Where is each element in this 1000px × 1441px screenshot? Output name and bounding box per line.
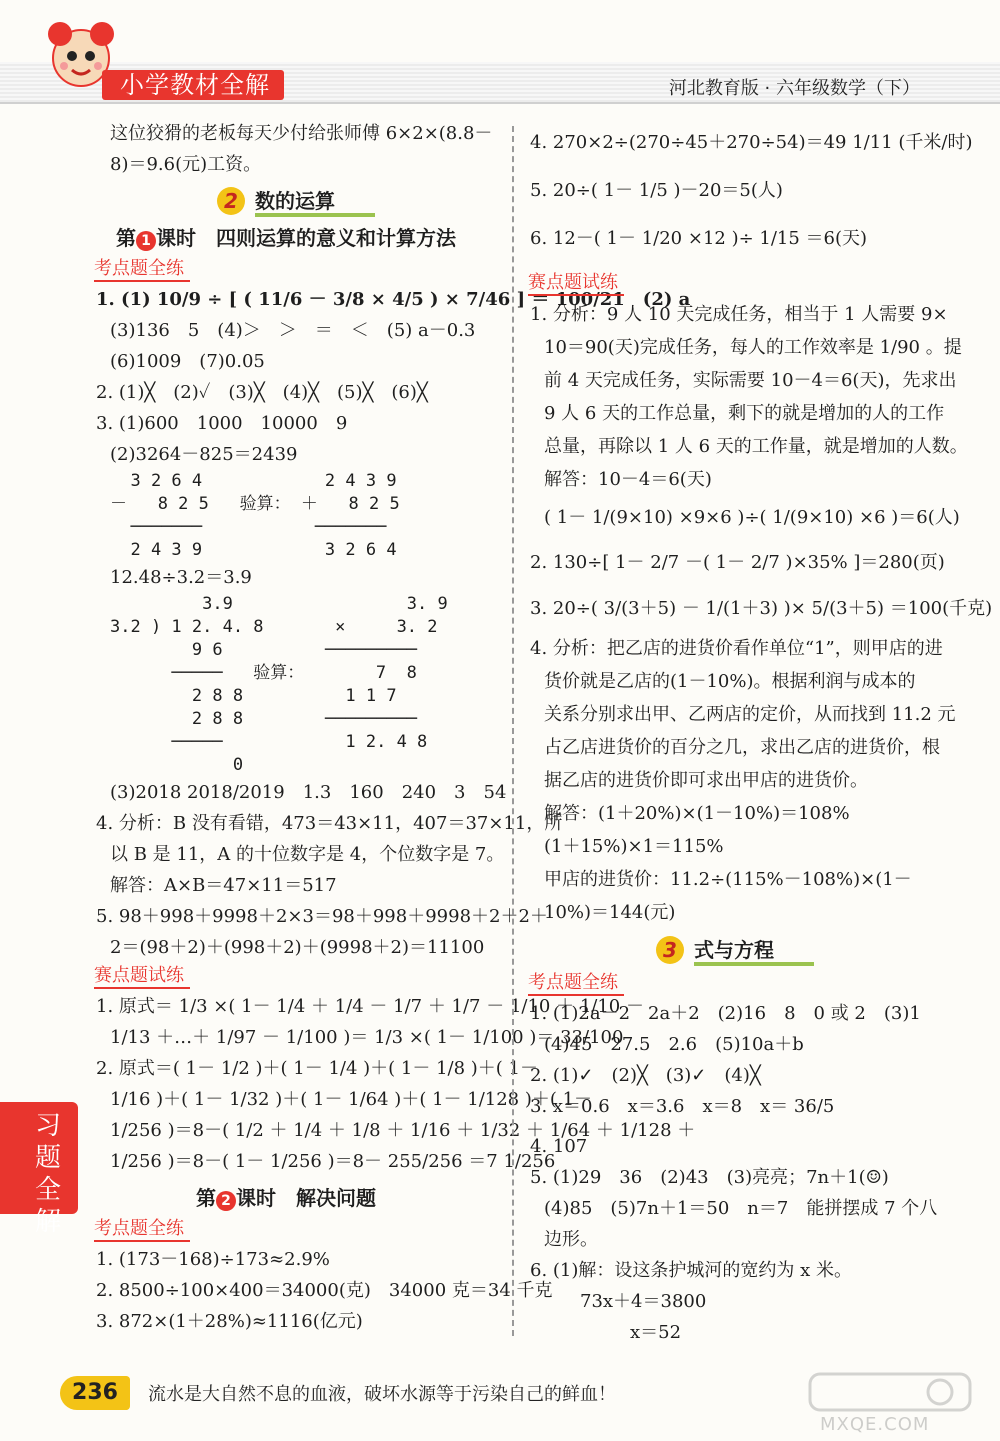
calc-row: 2 4 3 9 3 2 6 4 bbox=[110, 540, 397, 560]
calc-row: 9 6 ───────── bbox=[110, 640, 418, 660]
answer-line: 2. (1)╳ (2)✓ (3)╳ (4)╳ (5)╳ (6)╳ bbox=[96, 382, 428, 403]
side-tab-label: 习题全解 bbox=[34, 1111, 61, 1237]
intro-line: 8)＝9.6(元)工资。 bbox=[110, 154, 262, 175]
answer-line: 解答：A×B＝47×11＝517 bbox=[110, 875, 337, 896]
answer-line: 2. 130÷[ 1－ 2/7 －( 1－ 2/7 )×35% ]＝280(页) bbox=[530, 552, 945, 573]
column-divider bbox=[512, 126, 514, 1336]
answer-line: 1. 分析：9 人 10 天完成任务，相当于 1 人需要 9× bbox=[530, 304, 948, 325]
answer-line: 2. 原式＝( 1－ 1/2 )＋( 1－ 1/4 )＋( 1－ 1/8 )＋( 1－ bbox=[96, 1058, 538, 1079]
practice-tag: 赛点题试练 bbox=[94, 965, 190, 989]
answer-line: 1/16 )＋( 1－ 1/32 )＋( 1－ 1/64 )＋( 1－ 1/128 )＋( 1－ bbox=[110, 1089, 593, 1110]
answer-line: 总量，再除以 1 人 6 天的工作量，就是增加的人数。 bbox=[544, 436, 968, 457]
section-title: 式与方程 bbox=[694, 938, 814, 966]
lesson-prefix: 第 bbox=[196, 1186, 216, 1210]
answer-line: (4)85 (5)7n＋1＝50 n＝7 能拼摆成 7 个八 bbox=[544, 1198, 938, 1219]
answer-line: 解答：10－4＝6(天) bbox=[544, 469, 712, 490]
page-footer bbox=[0, 1360, 1000, 1441]
answer-line: 1. (173－168)÷173≈2.9% bbox=[96, 1249, 330, 1270]
answer-line: 以 B 是 11，A 的十位数字是 4，个位数字是 7。 bbox=[110, 844, 505, 865]
side-tab bbox=[0, 1102, 78, 1237]
answer-line: 据乙店的进货价即可求出甲店的进货价。 bbox=[544, 770, 868, 791]
watermark-text: MXQE.COM bbox=[820, 1414, 930, 1435]
right-column bbox=[528, 126, 993, 1348]
section-title: 数的运算 bbox=[255, 189, 375, 217]
answer-line: 9 人 6 天的工作总量，剩下的就是增加的人的工作 bbox=[544, 403, 945, 424]
lesson-number: 1 bbox=[136, 231, 156, 251]
answer-line: 2＝(98＋2)＋(998＋2)＋(9998＋2)＝11100 bbox=[110, 937, 485, 958]
section-number: 3 bbox=[656, 936, 684, 964]
answer-line: 3. x＝0.6 x＝3.6 x＝8 x＝ 36/5 bbox=[530, 1096, 835, 1117]
edition-label: 河北教育版 · 六年级数学（下） bbox=[668, 78, 920, 99]
calc-row: ───── 验算： 7 8 bbox=[110, 663, 417, 683]
answer-line: (4)45 27.5 2.6 (5)10a＋b bbox=[544, 1034, 804, 1055]
answer-line: 1/256 )＝8－( 1－ 1/256 )＝8－ 255/256 ＝7 1/256 bbox=[110, 1151, 556, 1172]
answer-line: 1. 原式＝ 1/3 ×( 1－ 1/4 ＋ 1/4 － 1/7 ＋ 1/7 － 1/10 ＋ 1/10 － bbox=[96, 996, 644, 1017]
practice-tag: 赛点题试练 bbox=[528, 272, 624, 296]
page-header bbox=[0, 0, 1000, 110]
calc-row: 0 bbox=[110, 755, 244, 775]
answer-line: 73x＋4＝3800 bbox=[580, 1291, 707, 1312]
lesson-prefix: 第 bbox=[116, 226, 136, 250]
answer-line: 5. (1)29 36 (2)43 (3)亮亮；7n＋1(☺) bbox=[530, 1167, 889, 1188]
answer-line: 占乙店进货价的百分之几，求出乙店的进货价，根 bbox=[544, 737, 940, 758]
watermark-icon bbox=[790, 1370, 990, 1414]
lesson-heading bbox=[196, 1183, 496, 1214]
answer-line: 关系分别求出甲、乙两店的定价，从而找到 11.2 元 bbox=[544, 704, 956, 725]
answer-line: 甲店的进货价：11.2÷(115%－108%)×(1－ bbox=[544, 869, 912, 890]
page-number: 236 bbox=[72, 1380, 118, 1405]
page-number-badge bbox=[60, 1376, 130, 1410]
answer-line: 货价就是乙店的(1－10%)。根据利润与成本的 bbox=[544, 671, 916, 692]
answer-line: 1. (1)2a－2 2a＋2 (2)16 8 0 或 2 (3)1 bbox=[530, 1003, 921, 1024]
answer-line: 3. 872×(1＋28%)≈1116(亿元) bbox=[96, 1311, 363, 1332]
answer-line: (3)2018 2018/2019 1.3 160 240 3 54 bbox=[110, 782, 507, 803]
calc-row: 3.9 3. 9 bbox=[110, 594, 448, 614]
calc-row: ───── 1 2. 4 8 bbox=[110, 732, 428, 752]
answer-line: 1/256 )＝8－( 1/2 ＋ 1/4 ＋ 1/8 ＋ 1/16 ＋ 1/32 ＋ 1/64 ＋ 1/128 ＋ bbox=[110, 1120, 696, 1141]
long-division bbox=[96, 593, 496, 777]
answer-line: 6. (1)解：设这条护城河的宽约为 x 米。 bbox=[530, 1260, 852, 1281]
practice-tag: 考点题全练 bbox=[94, 258, 190, 282]
calc-row: 3 2 6 4 2 4 3 9 bbox=[110, 471, 397, 491]
calc-row: 2 8 8 ───────── bbox=[110, 709, 418, 729]
answer-line: 边形。 bbox=[544, 1229, 598, 1250]
answer-line: 5. 20÷( 1－ 1/5 )－20＝5(人) bbox=[530, 180, 783, 201]
answer-line: 10＝90(天)完成任务，每人的工作效率是 1/90 。提 bbox=[544, 337, 962, 358]
answer-line: 10%)＝144(元) bbox=[544, 902, 676, 923]
answer-line: 4. 107 bbox=[530, 1136, 588, 1157]
answer-line: 1. (1) 10/9 ÷ [ ( 11/6 － 3/8 × 4/5 ) × 7/46 ] ＝ 100/21 (2) a bbox=[96, 289, 691, 310]
answer-line: 2. 8500÷100×400＝34000(克) 34000 克＝34 千克 bbox=[96, 1280, 553, 1301]
answer-line: 前 4 天完成任务，实际需要 10－4＝6(天)，先求出 bbox=[544, 370, 957, 391]
answer-line: (6)1009 (7)0.05 bbox=[110, 351, 265, 372]
section-number: 2 bbox=[217, 187, 245, 215]
calc-row: 3.2 ) 1 2. 4. 8 × 3. 2 bbox=[110, 617, 438, 637]
answer-line: 5. 98＋998＋9998＋2×3＝98＋998＋9998＋2＋2＋ bbox=[96, 906, 548, 927]
brand-banner: 小学教材全解 bbox=[102, 70, 284, 100]
section-heading bbox=[96, 186, 496, 217]
intro-line: 这位狡猾的老板每天少付给张师傅 6×2×(8.8－ bbox=[110, 123, 493, 144]
answer-line: 12.48÷3.2＝3.9 bbox=[110, 567, 252, 588]
section-heading bbox=[530, 935, 940, 966]
answer-line: (2)3264－825＝2439 bbox=[110, 444, 298, 465]
lesson-heading bbox=[116, 223, 496, 254]
answer-line: (3)136 5 (4)＞ ＞ ＝ ＜ (5) a－0.3 bbox=[110, 320, 476, 341]
answer-line: 6. 12－( 1－ 1/20 ×12 )÷ 1/15 ＝6(天) bbox=[530, 228, 868, 249]
answer-line: 4. 分析：B 没有看错，473＝43×11，407＝37×11，所 bbox=[96, 813, 563, 834]
calc-row: － 8 2 5 验算： ＋ 8 2 5 bbox=[110, 494, 400, 514]
answer-line: 1/13 ＋…＋ 1/97 － 1/100 )＝ 1/3 ×( 1－ 1/100 )＝ 33/100 bbox=[110, 1027, 624, 1048]
practice-tag: 考点题全练 bbox=[94, 1218, 190, 1242]
answer-line: (1＋15%)×1＝115% bbox=[544, 836, 724, 857]
lesson-number: 2 bbox=[216, 1191, 236, 1211]
answer-line: ( 1－ 1/(9×10) ×9×6 )÷( 1/(9×10) ×6 )＝6(人) bbox=[544, 507, 960, 528]
answer-line: 3. (1)600 1000 10000 9 bbox=[96, 413, 348, 434]
lesson-title: 课时 解决问题 bbox=[236, 1186, 376, 1210]
answer-line: x＝52 bbox=[630, 1322, 682, 1343]
answer-line: 2. (1)✓ (2)╳ (3)✓ (4)╳ bbox=[530, 1065, 761, 1086]
calc-row: ─────── ─────── bbox=[110, 517, 387, 537]
answer-line: 3. 20÷( 3/(3＋5) － 1/(1＋3) )× 5/(3＋5) ＝100(千克) bbox=[530, 598, 993, 619]
footer-slogan: 流水是大自然不息的血液，破坏水源等于污染自己的鲜血！ bbox=[148, 1384, 616, 1405]
watermark-logo bbox=[790, 1370, 990, 1436]
practice-tag: 考点题全练 bbox=[528, 972, 624, 996]
answer-line: 4. 270×2÷(270÷45＋270÷54)＝49 1/11 (千米/时) bbox=[530, 132, 973, 153]
vertical-subtraction bbox=[96, 470, 496, 562]
lesson-title: 课时 四则运算的意义和计算方法 bbox=[156, 226, 456, 250]
answer-line: 解答：(1＋20%)×(1－10%)＝108% bbox=[544, 803, 850, 824]
answer-line: 4. 分析：把乙店的进货价看作单位“1”，则甲店的进 bbox=[530, 638, 943, 659]
calc-row: 2 8 8 1 1 7 bbox=[110, 686, 397, 706]
